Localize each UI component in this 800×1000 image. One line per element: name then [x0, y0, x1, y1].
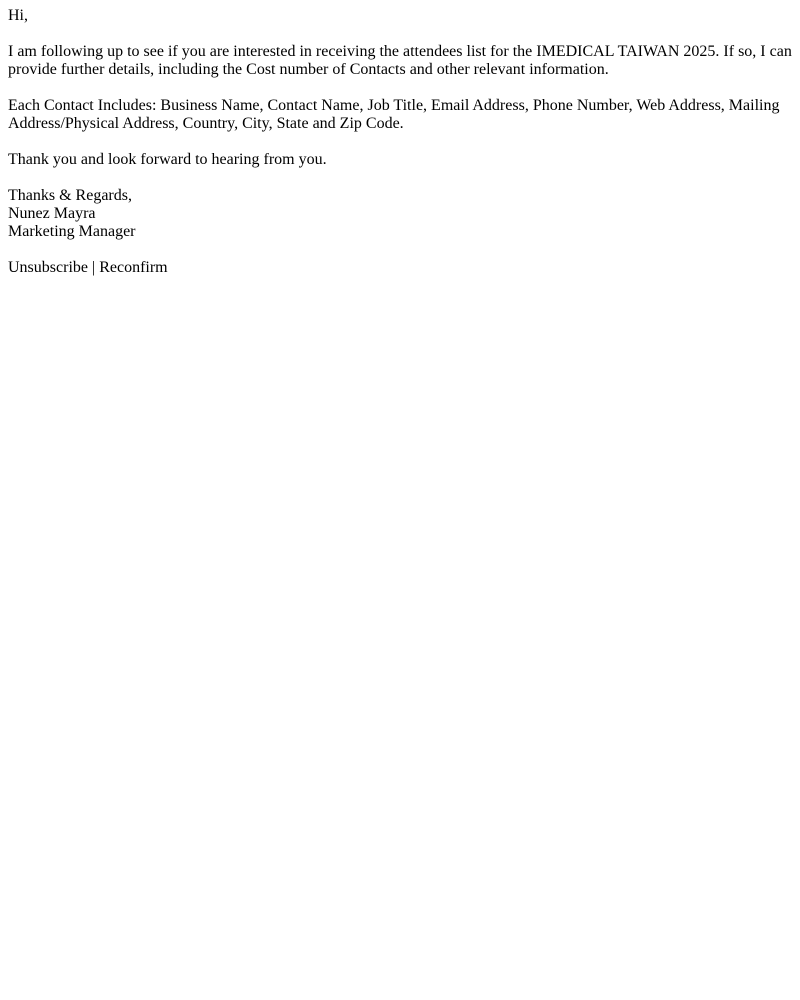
- reconfirm-link[interactable]: Reconfirm: [99, 259, 168, 276]
- signoff: Thanks & Regards,: [8, 187, 132, 204]
- footer-separator: |: [91, 259, 96, 276]
- signature-block: [8, 187, 796, 241]
- sender-title: Marketing Manager: [8, 223, 136, 240]
- email-body: [8, 7, 796, 277]
- closing-paragraph: Thank you and look forward to hearing from you.: [8, 151, 327, 168]
- contact-fields-paragraph: Each Contact Includes: Business Name, Contact Name, Job Title, Email Address, Phone Number, Web Address, Mailing Address/Physical Address, Country, City, State and Zip Code.: [8, 97, 780, 132]
- sender-name: Nunez Mayra: [8, 205, 96, 222]
- unsubscribe-link[interactable]: Unsubscribe: [8, 259, 88, 276]
- greeting: Hi,: [8, 7, 28, 24]
- follow-up-paragraph: I am following up to see if you are interested in receiving the attendees list for the IMEDICAL TAIWAN 2025. If so, I can provide further details, including the Cost number of Contacts and other relevant information.: [8, 43, 792, 78]
- footer-links: [8, 259, 796, 277]
